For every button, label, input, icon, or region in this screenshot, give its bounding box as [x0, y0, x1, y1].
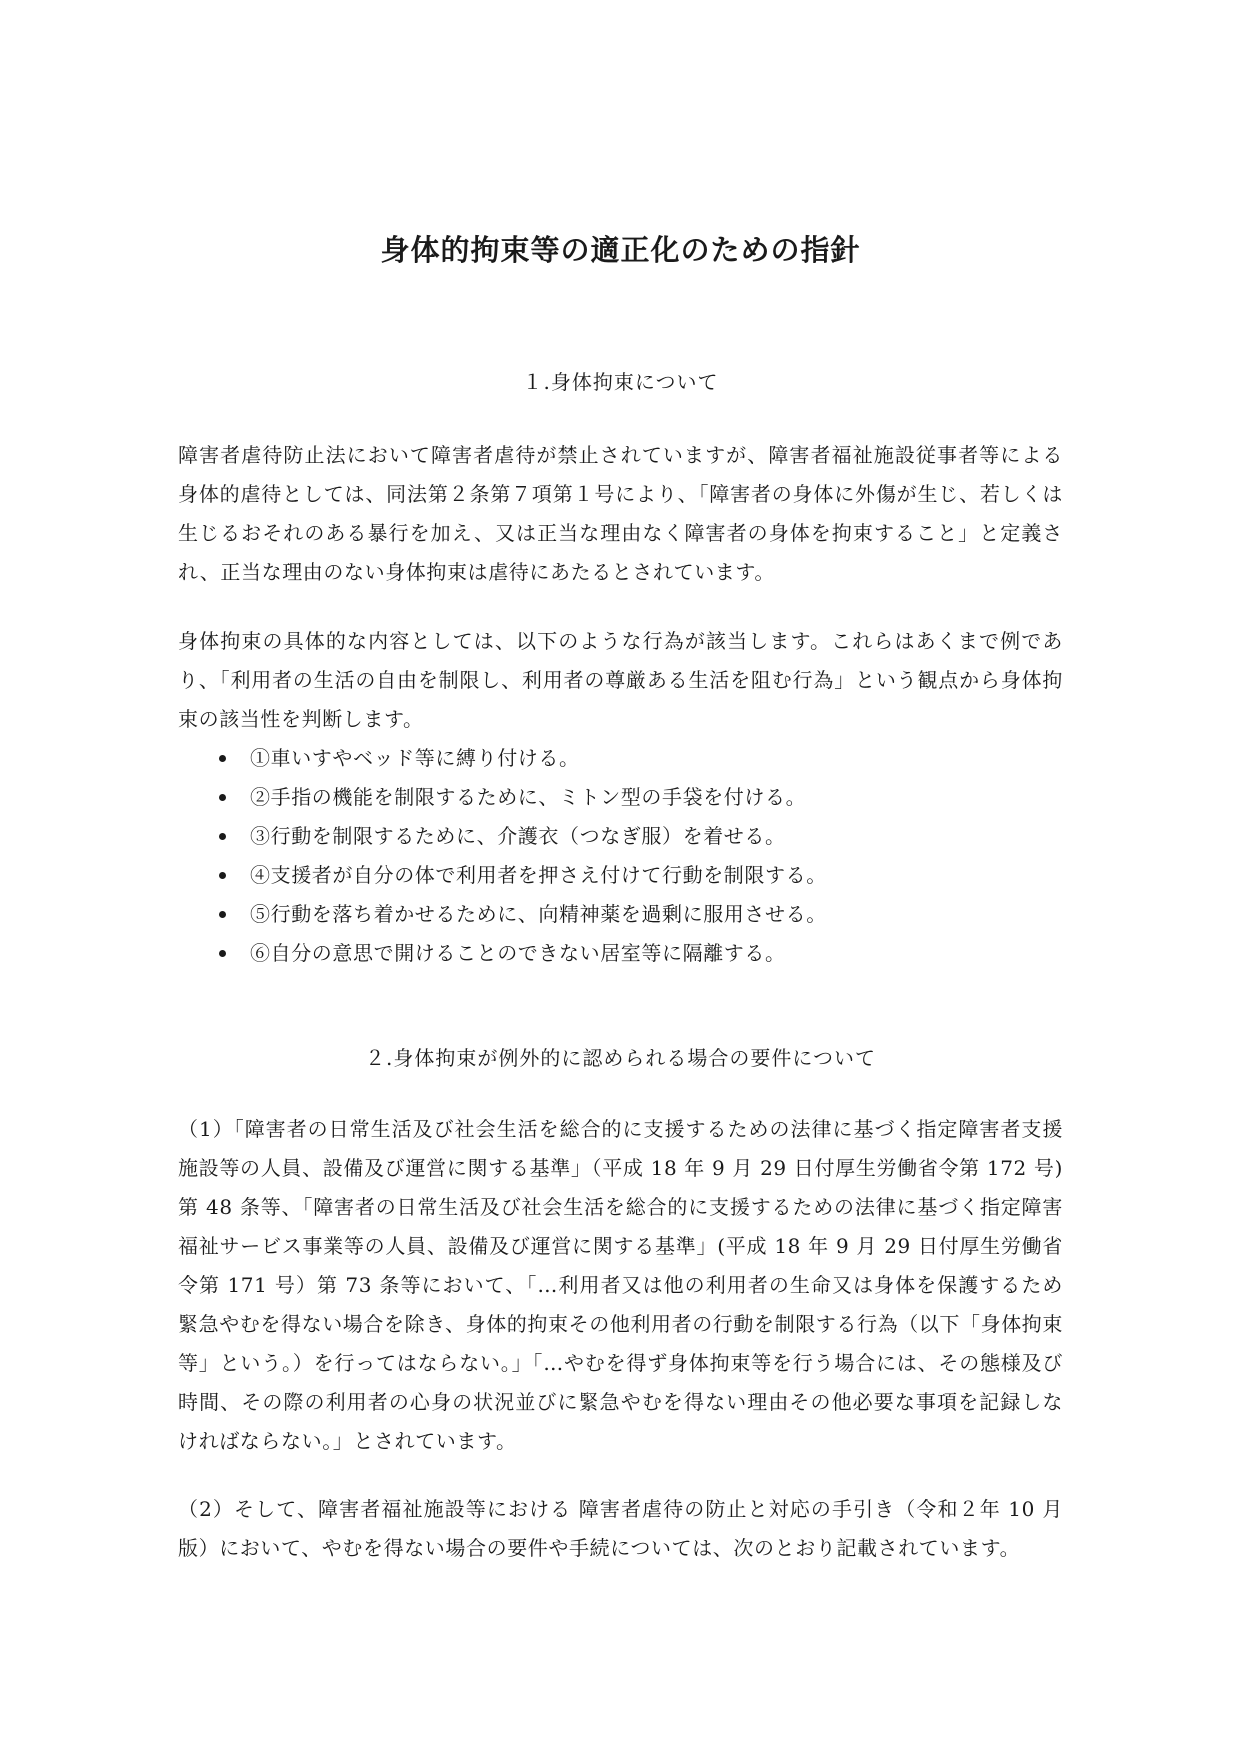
document-title: 身体的拘束等の適正化のための指針	[380, 233, 861, 267]
bullet-icon	[219, 950, 226, 957]
list-item	[178, 817, 1063, 856]
bullet-icon	[219, 833, 226, 840]
list-item-text: ②手指の機能を制限するために、ミトン型の手袋を付ける。	[250, 785, 807, 809]
section-2-paragraph-2: （2）そして、障害者福祉施設等における 障害者虐待の防止と対応の手引き（令和２年 10 月版）において、やむを得ない場合の要件や手続については、次のとおり記載されています。	[178, 1497, 1063, 1560]
list-item	[178, 934, 1063, 973]
list-item-text: ⑥自分の意思で開けることのできない居室等に隔離する。	[250, 941, 786, 965]
list-item	[178, 739, 1063, 778]
section-2-heading: ２.身体拘束が例外的に認められる場合の要件について	[365, 1046, 876, 1070]
list-item	[178, 895, 1063, 934]
restraint-examples-list	[178, 739, 1063, 973]
list-item-text: ④支援者が自分の体で利用者を押さえ付けて行動を制限する。	[250, 863, 827, 887]
bullet-icon	[219, 872, 226, 879]
section-1-paragraph-1: 障害者虐待防止法において障害者虐待が禁止されていますが、障害者福祉施設従事者等による身体的虐待としては、同法第２条第７項第１号により、「障害者の身体に外傷が生じ、若しくは生じるおそれのある暴行を加え、又は正当な理由なく障害者の身体を拘束すること」と定義され、正当な理由のない身体拘束は虐待にあたるとされています。	[178, 443, 1063, 584]
bullet-icon	[219, 755, 226, 762]
list-item	[178, 856, 1063, 895]
section-2-paragraph-1: （1）「障害者の日常生活及び社会生活を総合的に支援するための法律に基づく指定障害者支援施設等の人員、設備及び運営に関する基準」（平成 18 年 9 月 29 日付厚生労働省令第 172 号)第 48 条等、「障害者の日常生活及び社会生活を総合的に支援するための法律に基づく指定障害福祉サービス事業等の人員、設備及び運営に関する基準」(平成 18 年 9 月 29 日付厚生労働省令第 171 号）第 73 条等において、「…利用者又は他の利用者の生命又は身体を保護するため緊急やむを得ない場合を除き、身体的拘束その他利用者の行動を制限する行為（以下「身体拘束等」という。）を行ってはならない。」「…やむを得ず身体拘束等を行う場合には、その態様及び時間、その際の利用者の心身の状況並びに緊急やむを得ない理由その他必要な事項を記録しなければならない。」とされています。	[178, 1117, 1063, 1453]
section-1-heading: １.身体拘束について	[522, 370, 719, 394]
list-item	[178, 778, 1063, 817]
section-1-paragraph-2: 身体拘束の具体的な内容としては、以下のような行為が該当します。これらはあくまで例であり、「利用者の生活の自由を制限し、利用者の尊厳ある生活を阻む行為」という観点から身体拘束の該当性を判断します。	[178, 629, 1063, 731]
list-item-text: ③行動を制限するために、介護衣（つなぎ服）を着せる。	[250, 824, 786, 848]
list-item-text: ①車いすやベッド等に縛り付ける。	[250, 746, 580, 770]
bullet-icon	[219, 794, 226, 801]
bullet-icon	[219, 911, 226, 918]
list-item-text: ⑤行動を落ち着かせるために、向精神薬を過剰に服用させる。	[250, 902, 827, 926]
